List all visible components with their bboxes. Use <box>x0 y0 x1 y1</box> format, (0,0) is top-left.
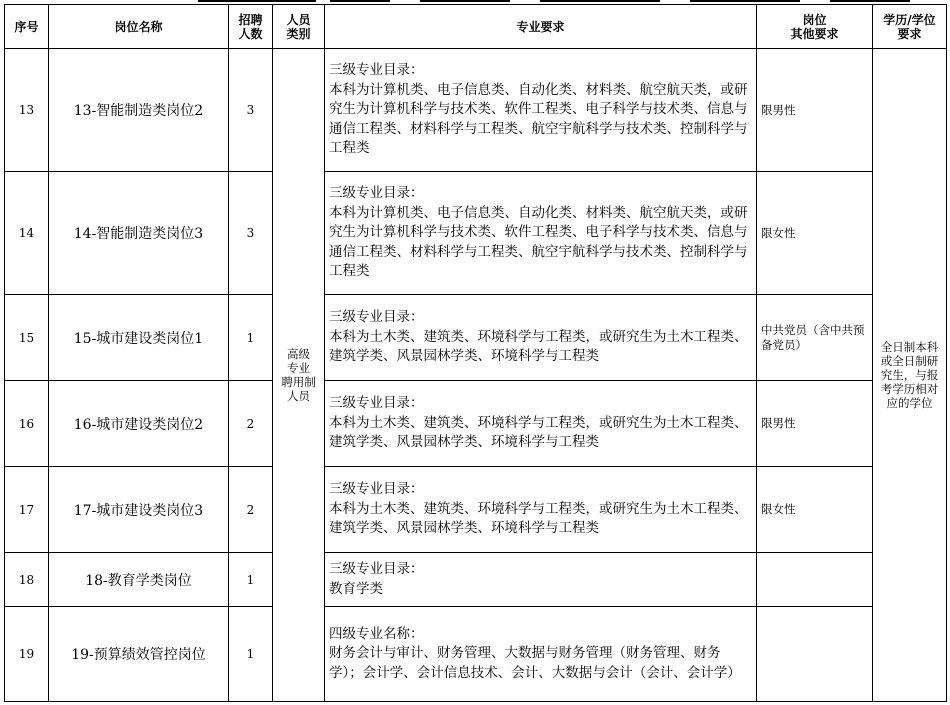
cell-seq: 16 <box>5 381 49 467</box>
table-row <box>5 381 947 467</box>
table-row <box>5 295 947 381</box>
cell-major: 三级专业目录： 本科为计算机类、电子信息类、自动化类、材料类、航空航天类，或研究生为计算机科学与技术类、软件工程类、电子科学与技术类、信息与通信工程类、材料科学与工程类、航空宇航科学与技术类、控制科学与工程类 <box>325 172 757 295</box>
cell-other: 限男性 <box>757 49 873 172</box>
cell-seq: 19 <box>5 607 49 702</box>
cell-seq: 18 <box>5 553 49 607</box>
cell-staff-type: 高级 专业 聘用制 人员 <box>273 49 325 702</box>
header-degree: 学历/学位 要求 <box>873 5 947 49</box>
header-seq: 序号 <box>5 5 49 49</box>
cell-major: 三级专业目录： 本科为土木类、建筑类、环境科学与工程类，或研究生为土木工程类、建筑学类、风景园林学类、环境科学与工程类 <box>325 467 757 553</box>
cell-post-name: 16-城市建设类岗位2 <box>49 381 229 467</box>
cell-other: 限女性 <box>757 172 873 295</box>
cell-post-name: 14-智能制造类岗位3 <box>49 172 229 295</box>
recruitment-table <box>4 4 947 702</box>
cell-seq: 14 <box>5 172 49 295</box>
cell-count: 1 <box>229 607 273 702</box>
cell-other: 限男性 <box>757 381 873 467</box>
cell-other <box>757 553 873 607</box>
header-count: 招聘 人数 <box>229 5 273 49</box>
cell-major: 三级专业目录： 本科为计算机类、电子信息类、自动化类、材料类、航空航天类，或研究生为计算机科学与技术类、软件工程类、电子科学与技术类、信息与通信工程类、材料科学与工程类、航空宇航科学与技术类、控制科学与工程类 <box>325 49 757 172</box>
cell-other: 限女性 <box>757 467 873 553</box>
cell-degree: 全日制本科 或全日制研 究生，与报 考学历相对 应的学位 <box>873 49 947 702</box>
cell-post-name: 13-智能制造类岗位2 <box>49 49 229 172</box>
header-row <box>5 5 947 49</box>
cell-count: 1 <box>229 295 273 381</box>
cell-count: 2 <box>229 381 273 467</box>
table-row <box>5 172 947 295</box>
cell-count: 3 <box>229 172 273 295</box>
header-staff-type: 人员 类别 <box>273 5 325 49</box>
cell-count: 3 <box>229 49 273 172</box>
cell-seq: 15 <box>5 295 49 381</box>
cell-major: 三级专业目录： 本科为土木类、建筑类、环境科学与工程类，或研究生为土木工程类、建筑学类、风景园林学类、环境科学与工程类 <box>325 295 757 381</box>
table-row <box>5 467 947 553</box>
cell-post-name: 19-预算绩效管控岗位 <box>49 607 229 702</box>
cell-seq: 13 <box>5 49 49 172</box>
header-other: 岗位 其他要求 <box>757 5 873 49</box>
cell-major: 三级专业目录： 本科为土木类、建筑类、环境科学与工程类，或研究生为土木工程类、建筑学类、风景园林学类、环境科学与工程类 <box>325 381 757 467</box>
cell-post-name: 17-城市建设类岗位3 <box>49 467 229 553</box>
cell-major: 三级专业目录： 教育学类 <box>325 553 757 607</box>
header-post-name: 岗位名称 <box>49 5 229 49</box>
cell-other <box>757 607 873 702</box>
cell-count: 1 <box>229 553 273 607</box>
cell-major: 四级专业名称： 财务会计与审计、财务管理、大数据与财务管理（财务管理、财务学）；会计学、会计信息技术、会计、大数据与会计（会计、会计学） <box>325 607 757 702</box>
table-row <box>5 553 947 607</box>
cell-other: 中共党员（含中共预备党员） <box>757 295 873 381</box>
cell-post-name: 18-教育学类岗位 <box>49 553 229 607</box>
cell-count: 2 <box>229 467 273 553</box>
cell-seq: 17 <box>5 467 49 553</box>
header-major: 专业要求 <box>325 5 757 49</box>
table-row <box>5 49 947 172</box>
table-row <box>5 607 947 702</box>
cell-post-name: 15-城市建设类岗位1 <box>49 295 229 381</box>
